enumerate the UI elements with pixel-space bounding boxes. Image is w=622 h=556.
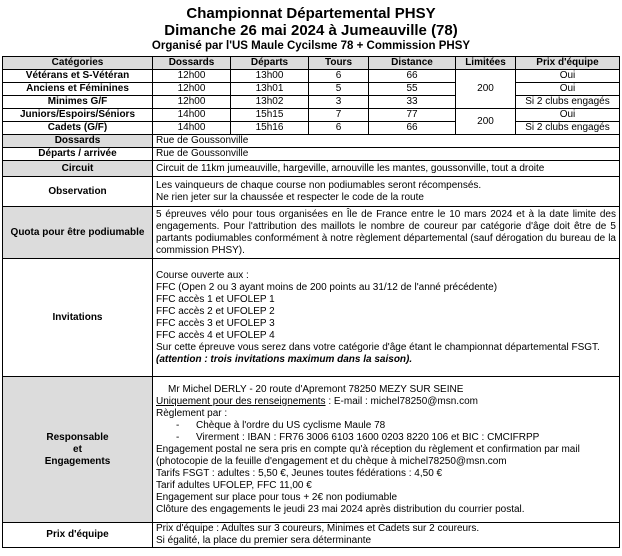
- row-prix: Oui: [516, 109, 620, 122]
- table-row: [3, 70, 620, 83]
- payment-virement-text: Virerment : IBAN : FR76 3006 6103 1600 0203 8220 106 et BIC : CMCIFRPP: [196, 431, 540, 443]
- row-departs: 13h01: [231, 83, 309, 96]
- invitations-value: [153, 259, 620, 377]
- title-line-1: Championnat Départemental PHSY: [186, 5, 436, 22]
- invitation-line: FFC accès 2 et UFOLEP 2: [156, 305, 275, 317]
- invitations-warning: (attention : trois invitations maximum dans la saison).: [156, 353, 413, 365]
- col-categories: Catégories: [3, 57, 153, 70]
- invitations-label: Invitations: [3, 259, 153, 377]
- dossards-label: Dossards: [3, 135, 153, 148]
- engagement-place: Engagement sur place pour tous + 2€ non podiumable: [156, 491, 398, 503]
- col-distance: Distance: [369, 57, 456, 70]
- table-row: [3, 122, 620, 135]
- invitation-line: FFC accès 1 et UFOLEP 1: [156, 293, 275, 305]
- quota-row: [3, 207, 620, 259]
- circuit-value: Circuit de 11km jumeauville, hargeville, arnouville les mantes, goussonville, tout a droite: [153, 161, 620, 177]
- row-prix: Si 2 clubs engagés: [516, 96, 620, 109]
- circuit-row: [3, 161, 620, 177]
- table-header-row: [3, 57, 620, 70]
- row-departs: 13h02: [231, 96, 309, 109]
- limit-group-2: 200: [456, 109, 516, 135]
- row-tours: 6: [309, 70, 369, 83]
- table-row: [3, 109, 620, 122]
- row-dossards: 12h00: [153, 96, 231, 109]
- subtitle: Organisé par l'US Maule Cycilsme 78 + Commission PHSY: [151, 40, 471, 52]
- observation-row: [3, 177, 620, 207]
- responsable-label-line: Responsable: [46, 431, 109, 443]
- row-category: Anciens et Féminines: [3, 83, 153, 96]
- row-category: Juniors/Espoirs/Séniors: [3, 109, 153, 122]
- tarif-ufolep: Tarif adultes UFOLEP, FFC 11,00 €: [156, 479, 312, 491]
- row-tours: 6: [309, 122, 369, 135]
- payment-virement: - Virerment : IBAN : FR76 3006 6103 1600 0203 8220 106 et BIC : CMCIFRPP: [176, 431, 540, 443]
- row-distance: 55: [369, 83, 456, 96]
- invitation-line: FFC accès 3 et UFOLEP 3: [156, 317, 275, 329]
- departs-label: Départs / arrivée: [3, 148, 153, 161]
- quota-label: Quota pour être podiumable: [3, 207, 153, 259]
- row-category: Vétérans et S-Vétéran: [3, 70, 153, 83]
- responsable-only-label: Uniquement pour des renseignements: [156, 395, 326, 407]
- invitation-line: FFC (Open 2 ou 3 ayant moins de 200 points au 31/12 de l'anné précédente): [156, 281, 498, 293]
- row-departs: 15h15: [231, 109, 309, 122]
- prix-label: Prix d'équipe: [3, 523, 153, 548]
- observation-value: [153, 177, 620, 207]
- cloture: Clôture des engagements le jeudi 23 mai 2024 après distribution du courrier postal.: [156, 503, 525, 515]
- row-dossards: 12h00: [153, 70, 231, 83]
- responsable-label-line: et: [73, 443, 82, 455]
- responsable-value: [153, 377, 620, 523]
- payment-cheque: - Chèque à l'ordre du US cyclisme Maule 78: [176, 419, 386, 431]
- observation-line: Ne rien jeter sur la chaussée et respecter le code de la route: [156, 191, 424, 203]
- row-distance: 33: [369, 96, 456, 109]
- limit-group-1: 200: [456, 70, 516, 109]
- dossards-row: [3, 135, 620, 148]
- invitation-line: Course ouverte aux :: [156, 269, 249, 281]
- col-tours: Tours: [309, 57, 369, 70]
- prix-line: Si égalité, la place du premier sera déterminante: [156, 535, 372, 546]
- row-distance: 66: [369, 70, 456, 83]
- row-dossards: 14h00: [153, 122, 231, 135]
- prix-row: [3, 523, 620, 548]
- responsable-name: Mr Michel DERLY - 20 route d'Apremont 78250 MEZY SUR SEINE: [168, 383, 464, 395]
- table-row: [3, 83, 620, 96]
- observation-label: Observation: [3, 177, 153, 207]
- row-distance: 66: [369, 122, 456, 135]
- col-prix-equipe: Prix d'équipe: [516, 57, 620, 70]
- row-prix: Oui: [516, 70, 620, 83]
- col-limitees: Limitées: [456, 57, 516, 70]
- row-prix: Oui: [516, 83, 620, 96]
- responsable-contact: [156, 396, 616, 408]
- engagement-postal: Engagement postal ne sera pris en compte qu'à réception du règlement et confirmation par mail (photocopie de la feuille d'engagement et du chèque à michel78250@msn.com: [156, 443, 580, 467]
- responsable-label-line: Engagements: [44, 455, 111, 467]
- row-tours: 7: [309, 109, 369, 122]
- row-prix: Si 2 clubs engagés: [516, 122, 620, 135]
- row-dossards: 12h00: [153, 83, 231, 96]
- row-tours: 5: [309, 83, 369, 96]
- payment-cheque-text: Chèque à l'ordre du US cyclisme Maule 78: [196, 419, 386, 431]
- observation-line: Les vainqueurs de chaque course non podiumables seront récompensés.: [156, 179, 482, 191]
- prix-value: [153, 523, 620, 548]
- row-departs: 13h00: [231, 70, 309, 83]
- row-tours: 3: [309, 96, 369, 109]
- prix-line: Prix d'équipe : Adultes sur 3 coureurs, Minimes et Cadets sur 2 coureurs.: [156, 523, 480, 534]
- responsable-email: : E-mail : michel78250@msn.com: [325, 395, 478, 407]
- row-departs: 15h16: [231, 122, 309, 135]
- row-dossards: 14h00: [153, 109, 231, 122]
- invitations-row: [3, 259, 620, 377]
- table-row: [3, 96, 620, 109]
- race-info-table: [2, 56, 620, 548]
- circuit-label: Circuit: [3, 161, 153, 177]
- row-category: Cadets (G/F): [3, 122, 153, 135]
- invitation-line: FFC accès 4 et UFOLEP 4: [156, 329, 275, 341]
- quota-value: 5 épreuves vélo pour tous organisées en Île de France entre le 10 mars 2024 et à la date limite des engagements. Pour l'attribution des maillots le nombre de coureur par catégorie d'âge doit être de 5 partants podiumables conformément à notre règlement départemental (sauf dérogation du bureau de la commission PHSY).: [153, 207, 620, 259]
- responsable-label: [3, 377, 153, 523]
- tarifs-fsgt: Tarifs FSGT : adultes : 5,50 €, Jeunes toutes fédérations : 4,50 €: [156, 467, 443, 479]
- invitations-note: Sur cette épreuve vous serez dans votre catégorie d'âge étant le championnat départemental FSGT.: [156, 341, 600, 353]
- reglement-label: Règlement par :: [156, 407, 228, 419]
- col-departs: Départs: [231, 57, 309, 70]
- col-dossards: Dossards: [153, 57, 231, 70]
- row-distance: 77: [369, 109, 456, 122]
- departs-value: Rue de Goussonville: [153, 148, 620, 161]
- departs-row: [3, 148, 620, 161]
- title-line-2: Dimanche 26 mai 2024 à Jumeauville (78): [164, 22, 458, 39]
- dossards-value: Rue de Goussonville: [153, 135, 620, 148]
- row-category: Minimes G/F: [3, 96, 153, 109]
- responsable-row: [3, 377, 620, 523]
